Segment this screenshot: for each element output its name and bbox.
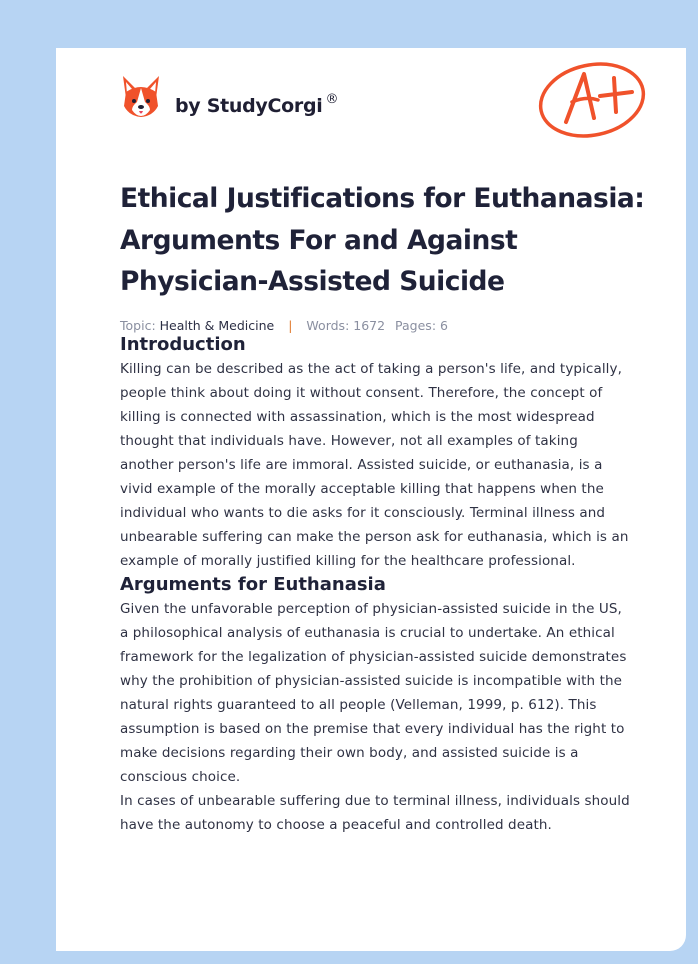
article-title: Ethical Justifications for Euthanasia: Arguments For and Against Physician-Assisted Suicide	[120, 183, 645, 297]
topic-link[interactable]: Health & Medicine	[159, 317, 275, 333]
a-plus-grade-icon	[536, 60, 648, 140]
paragraph-introduction: Killing can be described as the act of taking a person's life, and typically, people think about doing it without consent. Therefore, the concept of killing is connected with assassination, which is the most widespread thought that individuals have. However, not all examples of taking another person's life are immoral. Assisted suicide, or euthanasia, is a vivid example of the morally acceptable killing that happens when the individual who wants to die asks for it consciously. Terminal illness and unbearable suffering can make the person ask for euthanasia, which is an example of morally justified killing for the healthcare professional.	[120, 360, 629, 569]
paragraph-arguments-1: Given the unfavorable perception of physician-assisted suicide in the US, a philosophical analysis of euthanasia is crucial to undertake. An ethical framework for the legalization of physician-assisted suicide demonstrates why the prohibition of physician-assisted suicide is incompatible with the natural rights guaranteed to all people (Velleman, 1999, p. 612). This assumption is based on the premise that every individual has the right to make decisions regarding their own body, and assisted suicide is a conscious choice.	[120, 600, 627, 785]
page-count: Pages: 6	[395, 317, 448, 333]
meta-separator: |	[288, 317, 293, 333]
topic-label: Topic:	[120, 317, 156, 333]
brand-name[interactable]: by StudyCorgi ®	[175, 92, 339, 117]
registered-mark: ®	[325, 92, 339, 107]
document-page	[56, 48, 686, 951]
section-heading-arguments-for: Arguments for Euthanasia	[120, 573, 386, 595]
paragraph-arguments-2: In cases of unbearable suffering due to terminal illness, individuals should have the autonomy to choose a peaceful and controlled death.	[120, 792, 630, 833]
section-heading-introduction: Introduction	[120, 333, 246, 355]
corgi-icon	[120, 74, 162, 122]
article	[120, 178, 645, 837]
article-meta	[120, 318, 632, 333]
word-count: Words: 1672	[306, 317, 386, 333]
